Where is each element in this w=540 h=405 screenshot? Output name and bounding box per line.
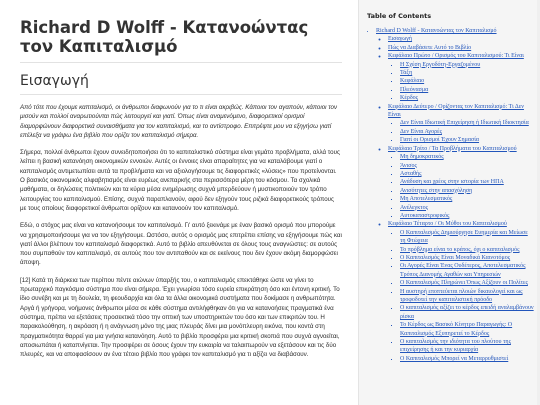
toc-item xyxy=(400,128,534,136)
toc-link[interactable]: Η Σχέση Εργοδότη-Εργαζομένου xyxy=(400,61,481,68)
toc-item xyxy=(388,52,534,102)
toc-link[interactable]: Το Κέρδος ως Βασικό Κίνητρο Παραγωγής: Ο Καπιταλισμός Εξυπηρετεί το Κέρδος xyxy=(400,322,513,337)
toc-link[interactable]: Κεφάλαιο Τέταρτο / Οι Μύθοι του Καπιταλισμού xyxy=(388,221,507,228)
toc-link[interactable]: Δεν Είναι Αγορές xyxy=(400,128,442,135)
toc-item xyxy=(376,27,534,363)
toc-link[interactable]: Μη δημοκρατικός xyxy=(400,154,444,161)
toc-link[interactable]: Πώς να Διαβάσετε Αυτό το Βιβλίο xyxy=(388,44,472,51)
toc-item xyxy=(400,262,534,279)
toc-link[interactable]: Ανισότητες στην απασχόληση xyxy=(400,187,473,194)
toc-item xyxy=(400,187,534,195)
toc-link[interactable]: Ασταθής xyxy=(400,170,422,177)
body-paragraph: Εδώ, ο στόχος μας είναι να κατανοήσουμε τον καπιταλισμό. Γι' αυτό ξεκινάμε με έναν βασικό ορισμό που μπορούμε να χρησιμοποιήσουμε για να τον εξηγήσουμε. Ωστόσο, αυτός ο ορισμός μας επιτρέπει επίσης να εξηγήσουμε πώς και γιατί άλλοι βλέπουν τον καπιταλισμό διαφορετικά. Αυτό το βιβλίο απευθύνεται σε όλους τους αναγνώστες: σε αυτούς που συμπαθούν τον καπιταλισμό, σε αυτούς που τον αντιπαθούν και σε εκείνους που δεν έχουν ακόμη διαμορφώσει άποψη. xyxy=(20,222,342,267)
toc-item xyxy=(400,162,534,170)
toc-link[interactable]: Ο καπιταλισμός την ιδιότητα του πλούτου της επιχείρησης ή και την κυριαρχία xyxy=(400,339,511,354)
intro-paragraph: Από τότε που έχουμε καπιταλισμό, οι άνθρωποι διαφωνούν για το τι είναι ακριβώς. Κάποιοι τον αγαπούν, κάποιοι τον μισούν και πολλοί αναρωτιούνται πώς λειτουργεί και γιατί. Όπως είναι αναμενόμενο, διαφορετικοί ορισμοί διαμορφώνουν διαφορετικά συναισθήματα για τον καπιταλισμό, και το αντίστροφο. Επιτρέψτε μου να εξηγήσω γιατί επέλεξα να γράψω ένα βιβλίο που ορίζει τον καπιταλισμό σήμερα. xyxy=(20,104,338,139)
toc-item xyxy=(388,35,534,43)
toc-item xyxy=(400,246,534,254)
toc-link[interactable]: Ανάδυση και χρέος στην ιστορία των ΗΠΑ xyxy=(400,179,504,186)
toc-link[interactable]: Άνισος xyxy=(400,162,417,169)
toc-link[interactable]: Εισαγωγή xyxy=(388,36,413,43)
toc-link[interactable]: Κεφάλαιο Δεύτερο / Ορίζοντας τον Καπιταλισμό: Τι Δεν Είναι xyxy=(388,103,524,119)
toc-link[interactable]: Ο Καπιταλισμός Είναι Μοναδικά Καινοτόμος xyxy=(400,254,511,261)
toc-item xyxy=(400,304,534,321)
toc-item xyxy=(400,153,534,161)
toc-item xyxy=(400,69,534,77)
toc-link[interactable]: Richard D Wolff - Κατανοώντας τον Καπιταλισμό xyxy=(376,28,497,34)
toc-item xyxy=(400,321,534,338)
toc-item xyxy=(400,254,534,262)
toc-item xyxy=(400,229,534,246)
toc-link[interactable]: Κεφάλαιο xyxy=(400,78,425,85)
toc-item xyxy=(388,103,534,145)
toc-item xyxy=(400,212,534,220)
toc-link[interactable]: Το πρόβλημα είναι το κράτος, όχι ο καπιταλισμός xyxy=(400,246,520,253)
toc-link[interactable]: Ο Καπιταλισμός Δημιούργησε Ευημερία και Μείωσε τη Φτώχεια xyxy=(400,229,528,245)
toc-link[interactable]: Αυτοκαταστροφικός xyxy=(400,212,450,219)
body-paragraph: Σήμερα, πολλοί άνθρωποι έχουν συνειδητοποιήσει ότι το καπιταλιστικό σύστημα είναι γεμάτο προβλήματα, αλλά τους λείπει η βασική κατανόηση οικονομικών εννοιών. Αυτές οι έννοιες είναι απαραίτητες για να καταλάβουμε γιατί ο καπιταλισμός αντιμετωπίσει αυτά τα προβλήματα και να αξιολογήσουμε τις διαφορετικές «λύσεις» που προτείνονται. Ο βασικός οικονομικός αλφαβητισμός είναι ευρέως ανεπαρκής στα περισσότερα μέρη του κόσμου. Τα σχολικά μαθήματα, οι δηλώσεις πολιτικών και τα κύρια μέσα ενημέρωσης συχνά μπερδεύουν ή μυστικοποιούν τον τρόπο λειτουργίας του καπιταλισμού. Επίσης, συχνά παραπλανούν, αφού δεν εξηγούν τους ριζικά διαφορετικούς τρόπους με τους οποίους διαφορετικοί άνθρωποι ορίζουν και κατανοούν τον καπιταλισμό. xyxy=(20,149,340,212)
toc-link[interactable]: Ο καπιταλισμός αξίζει το κέρδος επειδή αναλαμβάνουν ρίσκα xyxy=(400,305,534,320)
toc-link[interactable]: Δεν Είναι Ιδιωτική Επιχείρηση ή Ιδιωτική Ιδιοκτησία xyxy=(400,120,529,127)
toc-link[interactable]: Κεφάλαιο Τρίτο / Τα Προβλήματα του Καπιταλισμού xyxy=(388,145,517,152)
toc-item xyxy=(388,145,534,221)
toc-item xyxy=(400,288,534,305)
toc-title: Table of Contents xyxy=(367,12,432,20)
toc-item xyxy=(400,77,534,85)
toc-link[interactable]: Τάξη xyxy=(400,70,413,77)
section-heading: Εισαγωγή xyxy=(20,73,342,95)
toc-item xyxy=(400,170,534,178)
toc-item xyxy=(400,94,534,102)
toc-item xyxy=(400,279,534,287)
toc-link[interactable]: Ο Καπιταλισμός Μπορεί να Μεταρρυθμιστεί xyxy=(400,355,509,362)
toc-link[interactable]: Μη Αποτελεσματικός xyxy=(400,196,453,203)
toc-link[interactable]: Γιατί οι Ορισμοί Έχουν Σημασία xyxy=(400,137,480,144)
toc-sublist xyxy=(376,35,534,363)
toc-sublist xyxy=(388,61,534,103)
toc-item xyxy=(400,338,534,355)
toc-sublist xyxy=(388,153,534,220)
toc-item xyxy=(400,86,534,94)
page-title: Richard D Wolff - Κατανοώντας τον Καπιταλισμό xyxy=(20,18,342,63)
toc-item xyxy=(400,355,534,363)
toc-item xyxy=(400,178,534,186)
toc-link[interactable]: Κέρδος xyxy=(400,95,419,102)
toc-item xyxy=(388,220,534,363)
toc-link[interactable]: Ανέλεγκτος xyxy=(400,204,429,211)
toc-link[interactable]: Ο Καπιταλισμός Πληρώνει Όπως Αξίζουν οι Πολίτες xyxy=(400,280,528,287)
toc-link[interactable]: Πλεόνασμα xyxy=(400,86,429,93)
toc-link[interactable]: Η αυστηρή εποπτεύεται πλοιών δικαιολογεί και ως τροφοδοτεί την καπιταλιστική πρόοδο xyxy=(400,288,523,303)
toc-item xyxy=(400,195,534,203)
toc-sublist xyxy=(388,229,534,364)
body-paragraph: [12] Κατά τη διάρκεια των περίπου πέντε αιώνων ύπαρξής του, ο καπιταλισμός επεκτάθηκε ώστε να γίνει το πρωταρχικό παγκόσμιο σύστημα που είναι σήμερα. Έχει γνωρίσει τόσο ευρεία επικράτηση όσο και έντονη κριτική. Το ίδιο συνέβη και με τη δουλεία, τη φεουδαρχία και όλα τα άλλα οικονομικά συστήματα που δοκίμασε η ανθρωπότητα. Αργά ή γρήγορα, νοήμονες άνθρωποι μέσα σε κάθε σύστημα αντιλήφθηκαν ότι για να κατανοήσεις πραγματικά ένα σύστημα, πρέπει να εξετάσεις προσεκτικά τόσο την οπτική των υποστηρικτών του όσο και των επικριτών του. Η παρακολούθηση, η ακρόαση ή η ανάγνωση μόνο της μιας πλευράς δίνει μια μονόπλευρη εικόνα, που κοντά στη πραγματικότητα θαρρεί για μια γνήσια κατανόηση. Αυτό το βιβλίο προσφέρει μια κριτική σκοπιά που συχνά αγνοείται, αποσιωπάται ή καταπνίγεται. Την προσφέρει σε όσους έχουν την ευκαιρία να ταλαιπωρούν να εξετάσουν και τις δύο πλευρές, και να αποφασίσουν αν ένα τέτοιο βιβλίο που γράφει τον καπιταλισμό για τι αξίζει να διαβάσουν. xyxy=(20,276,340,359)
toc-sidebar xyxy=(358,0,540,405)
toc-item xyxy=(400,61,534,69)
toc-item xyxy=(400,136,534,144)
toc-sublist xyxy=(388,119,534,144)
toc-link[interactable]: Κεφάλαιο Πρώτο / Ορισμός του Καπιταλισμού: Τι Είναι xyxy=(388,53,524,60)
toc-item xyxy=(400,204,534,212)
toc-list xyxy=(367,27,534,363)
toc-item xyxy=(388,44,534,52)
toc-item xyxy=(400,119,534,127)
toc-link[interactable]: Οι Αγορές Είναι Ένας Ουδέτερος, Αποτελεσματικός Τρόπος Διανομής Αγαθών και Υπηρεσιών xyxy=(400,263,526,278)
